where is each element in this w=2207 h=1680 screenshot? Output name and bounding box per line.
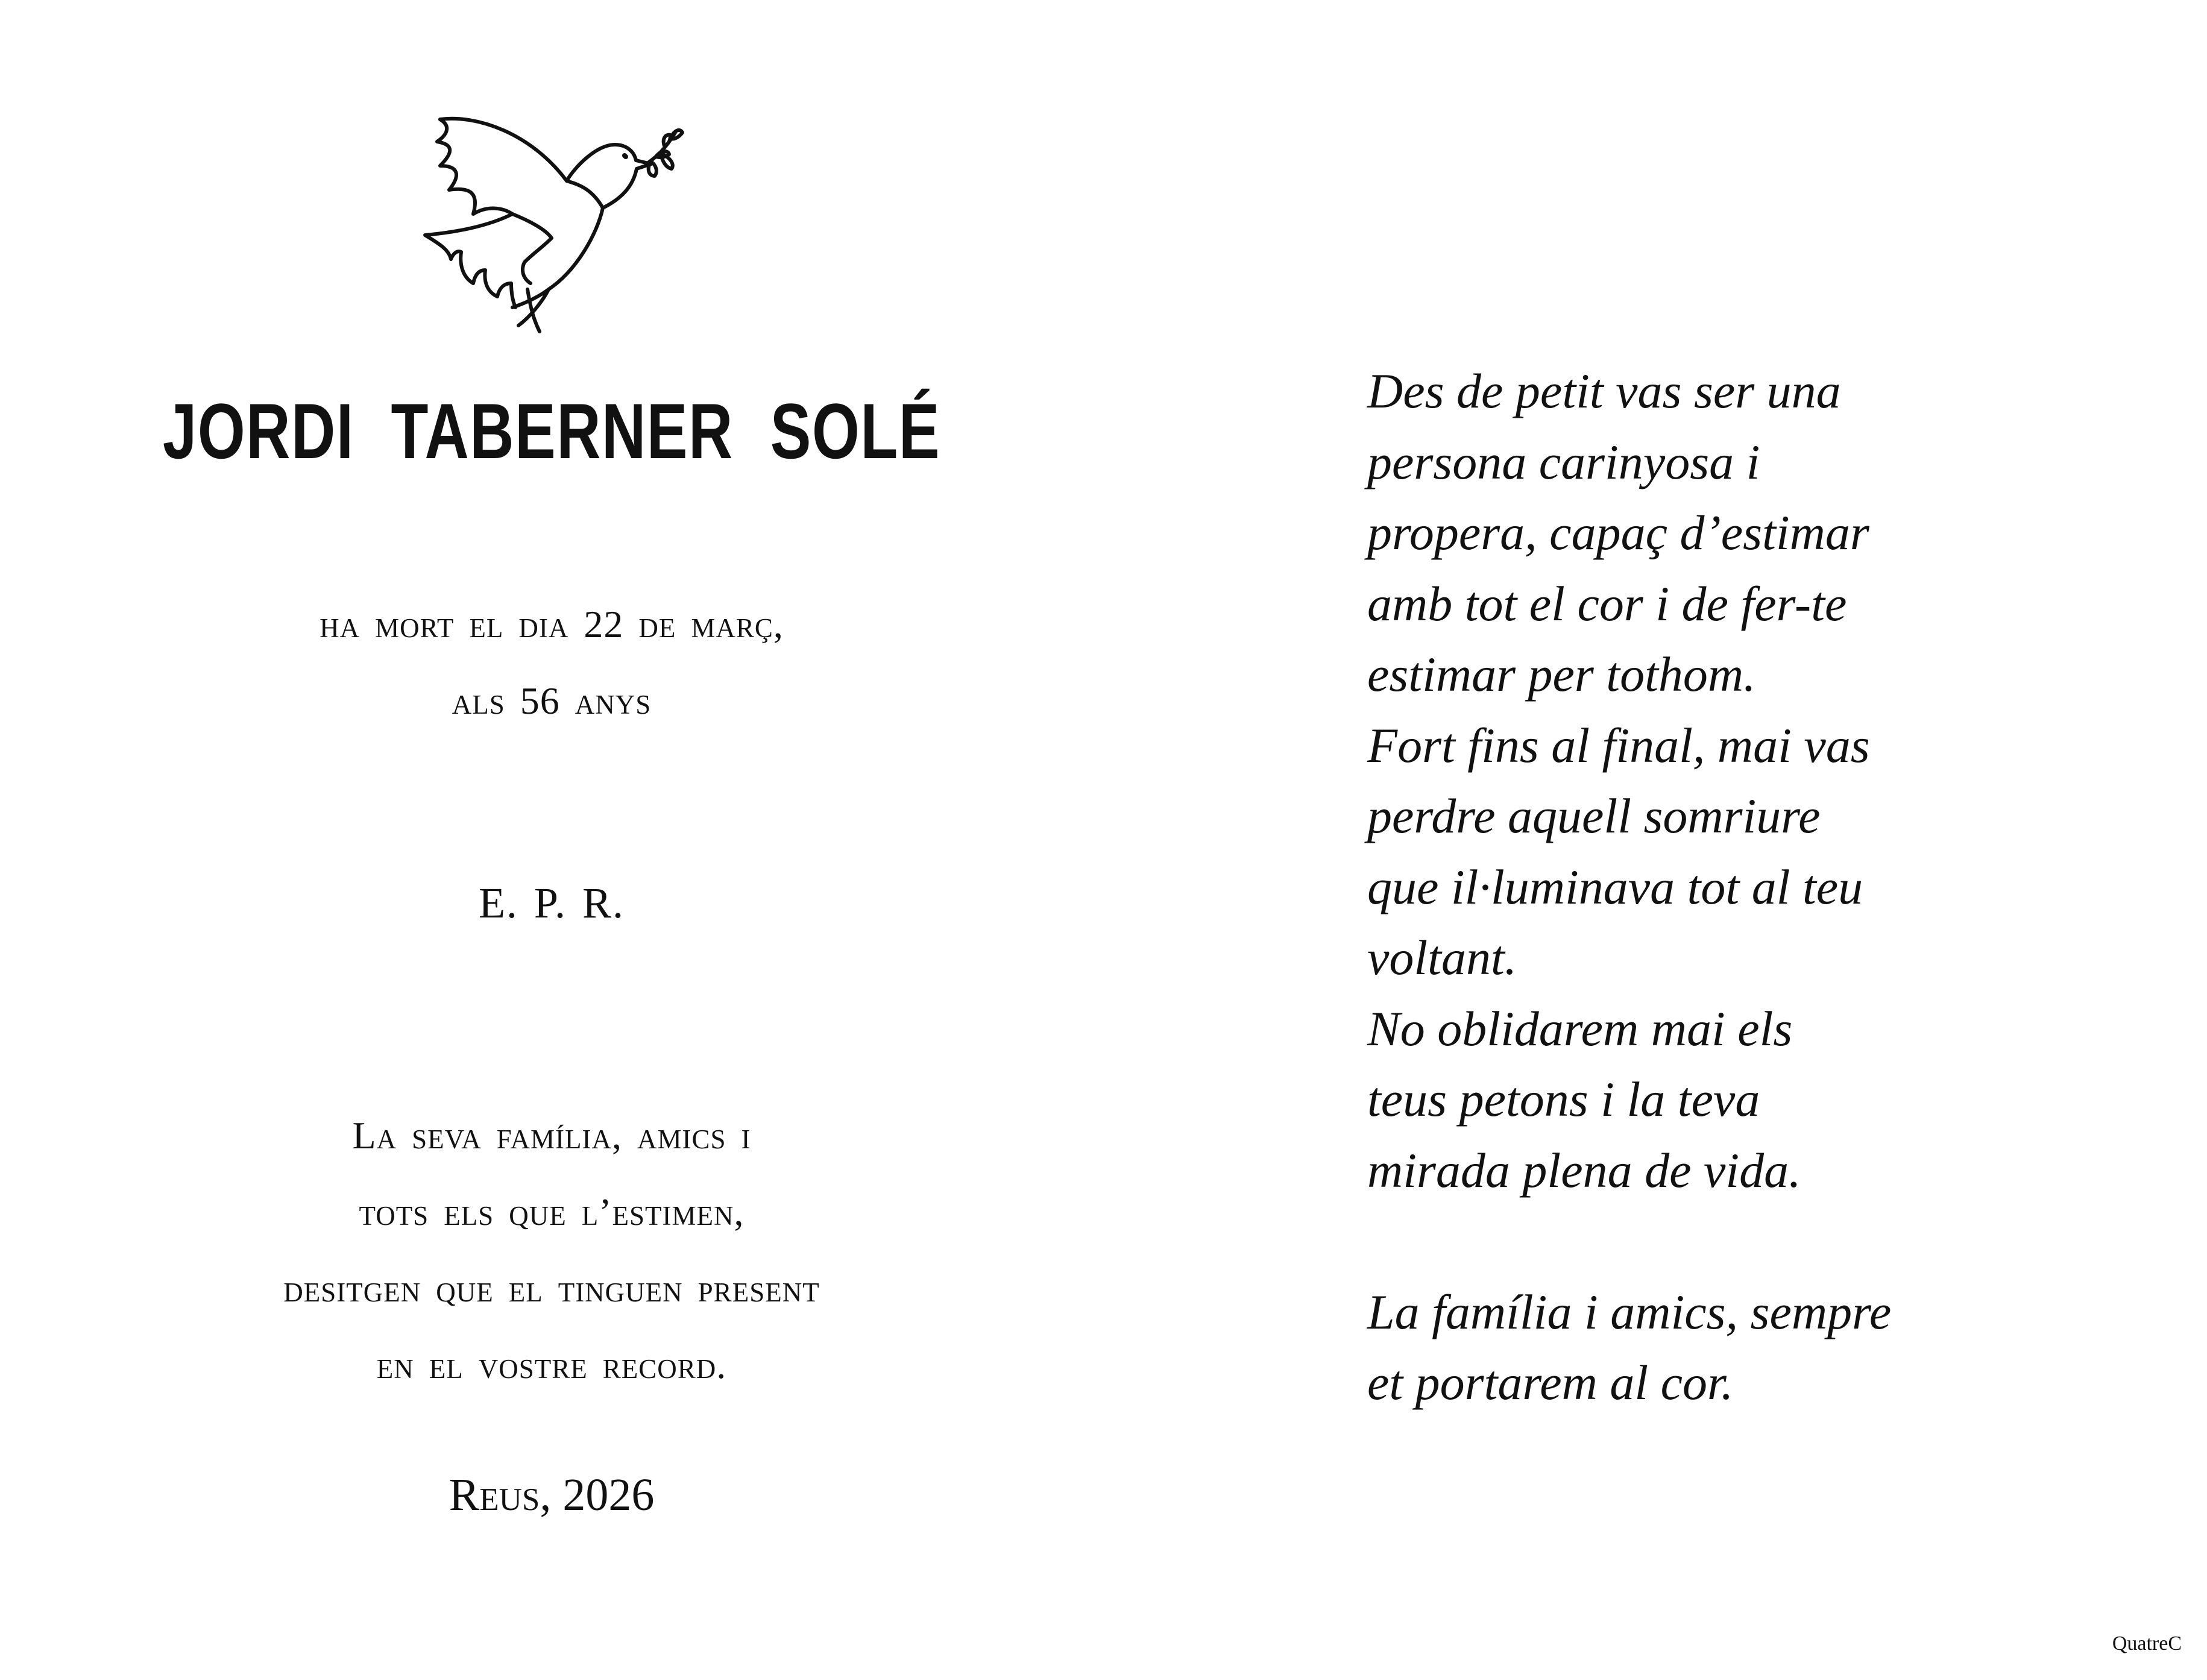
poem-line: propera, capaç d’estimar bbox=[1367, 505, 1869, 560]
poem-line: Des de petit vas ser una bbox=[1367, 363, 1841, 418]
poem-line: amb tot el cor i de fer-te bbox=[1367, 576, 1847, 631]
poem-line: La família i amics, sempre bbox=[1367, 1284, 1892, 1339]
poem-line: et portarem al cor. bbox=[1367, 1355, 1734, 1410]
right-page bbox=[1103, 0, 2207, 1680]
poem-line: voltant. bbox=[1367, 930, 1517, 985]
death-date-line: ha mort el dia 22 de març, bbox=[320, 603, 784, 646]
poem-line: No oblidarem mai els bbox=[1367, 1001, 1793, 1056]
epr-text: E. P. R. bbox=[478, 879, 625, 927]
place-year: Reus, 2026 bbox=[449, 1470, 655, 1520]
left-page bbox=[0, 0, 1103, 1680]
family-message bbox=[0, 1097, 1103, 1403]
age-line: als 56 anys bbox=[452, 679, 652, 722]
dove-icon bbox=[422, 109, 687, 350]
family-message-line: tots els que l’estimen, bbox=[359, 1191, 745, 1233]
family-message-line: en el vostre record. bbox=[376, 1344, 727, 1386]
poem-line: perdre aquell somriure bbox=[1367, 788, 1821, 843]
poem-line: teus petons i la teva bbox=[1367, 1072, 1760, 1127]
printer-brand: QuatreC bbox=[2112, 1632, 2182, 1655]
stanza-gap bbox=[1367, 1206, 2151, 1277]
family-message-line: La seva família, amics i bbox=[352, 1114, 751, 1157]
poem-line: mirada plena de vida. bbox=[1367, 1142, 1801, 1198]
death-info bbox=[0, 586, 1103, 739]
poem bbox=[1367, 356, 2151, 1418]
deceased-name: JORDI TABERNER SOLÉ bbox=[162, 387, 941, 475]
family-message-line: desitgen que el tinguen present bbox=[283, 1267, 820, 1310]
poem-line: que il·luminava tot al teu bbox=[1367, 859, 1863, 914]
poem-line: Fort fins al final, mai vas bbox=[1367, 717, 1870, 773]
poem-line: estimar per tothom. bbox=[1367, 647, 1756, 702]
poem-line: persona carinyosa i bbox=[1367, 434, 1760, 489]
